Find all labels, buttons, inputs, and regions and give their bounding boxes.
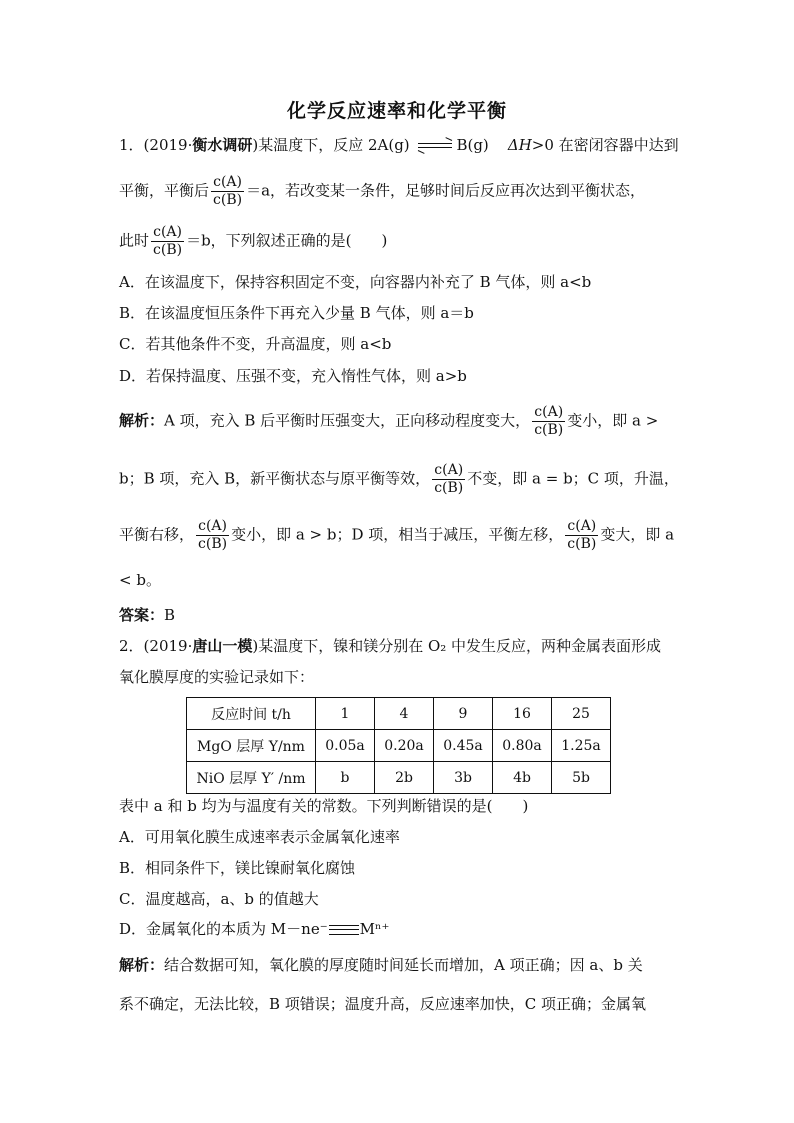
fraction-denominator: c(B) [213,192,243,208]
fraction-denominator: c(B) [567,536,597,552]
reaction-equals-icon [329,925,359,935]
equilibrium-arrow-icon [418,141,452,151]
q2-source: 唐山一模 [192,637,253,655]
ratio-fraction [565,518,598,553]
q1-number: 1．(2019· [119,136,193,154]
q1-stem-text: ＝b，下列叙述正确的是( ) [186,231,388,250]
ratio-fraction [151,224,184,259]
analysis-text: 不变，即 a = b；C 项，升温， [467,469,679,488]
q1-delta-h: ΔH [507,136,532,154]
fraction-numerator: c(A) [211,174,244,192]
answer-value: B [164,606,176,624]
oxide-thickness-table [186,697,611,794]
q1-stem-end: >0 在密闭容器中达到 [531,136,679,154]
q2-stem-text: )某温度下，镍和镁分别在 O₂ 中发生反应，两种金属表面形成 [252,637,662,655]
q2-option-c: C．温度越高，a、b 的值越大 [119,890,319,908]
fraction-numerator: c(A) [151,224,184,242]
q2-option-a: A．可用氧化膜生成速率表示金属氧化速率 [119,828,400,846]
table-row [187,730,611,762]
fraction-numerator: c(A) [432,462,465,480]
table-cell: 0.45a [434,730,493,762]
q1-reaction-right: B(g) [456,136,489,154]
q1-stem-text: 平衡，平衡后 [119,181,210,200]
ratio-fraction [196,518,229,553]
analysis-text: b；B 项，充入 B，新平衡状态与原平衡等效， [119,469,431,488]
q1-option-b: B．在该温度恒压条件下再充入少量 B 气体，则 a＝b [119,304,474,322]
q2-stem-line-2: 氧化膜厚度的实验记录如下： [119,668,315,686]
q1-option-c: C．若其他条件不变，升高温度，则 a<b [119,335,392,353]
q2-option-b: B．相同条件下，镁比镍耐氧化腐蚀 [119,859,356,877]
table-cell: 25 [552,698,611,730]
fraction-denominator: c(B) [198,536,228,552]
table-cell: 1.25a [552,730,611,762]
q1-analysis-line-3 [119,518,674,553]
analysis-text: 结合数据可知，氧化膜的厚度随时间延长而增加，A 项正确；因 a、b 关 [164,956,643,974]
q1-analysis-line-1 [119,404,658,439]
table-cell: 2b [375,762,434,794]
q1-option-a: A．在该温度下，保持容积固定不变，向容器内补充了 B 气体，则 a<b [119,273,592,291]
answer-label: 答案： [119,606,165,624]
fraction-numerator: c(A) [532,404,565,422]
table-cell: MgO 层厚 Y/nm [187,730,316,762]
q1-reaction-left: )某温度下，反应 2A(g) [252,136,410,154]
table-row [187,698,611,730]
ratio-fraction [532,404,565,439]
ratio-fraction [211,174,244,209]
fraction-numerator: c(A) [196,518,229,536]
analysis-label: 解析： [119,411,165,430]
q2-option-d-product: Mⁿ⁺ [359,920,390,938]
q2-note: 表中 a 和 b 均为与温度有关的常数。下列判断错误的是( ) [119,797,529,815]
table-cell: 3b [434,762,493,794]
q2-option-d-text: D．金属氧化的本质为 M－ne⁻ [119,920,328,938]
fraction-denominator: c(B) [534,422,564,438]
q1-analysis-line-4: < b。 [119,571,161,589]
fraction-denominator: c(B) [153,242,183,258]
q1-stem-line-1 [119,135,679,155]
table-cell: 16 [493,698,552,730]
q2-option-d [119,919,389,939]
table-cell: 5b [552,762,611,794]
q1-stem-text: 此时 [119,231,150,250]
fraction-numerator: c(A) [565,518,598,536]
table-row [187,762,611,794]
analysis-text: A 项，充入 B 后平衡时压强变大，正向移动程度变大， [164,411,531,430]
q2-number: 2．(2019· [119,637,193,655]
fraction-denominator: c(B) [434,480,464,496]
q1-stem-text: ＝a，若改变某一条件，足够时间后反应再次达到平衡状态， [246,181,646,200]
table-cell: 0.20a [375,730,434,762]
analysis-label: 解析： [119,956,165,974]
table-cell: 9 [434,698,493,730]
analysis-text: 平衡右移， [119,525,195,544]
table-cell: NiO 层厚 Y′ /nm [187,762,316,794]
table-cell: b [316,762,375,794]
table-cell: 4 [375,698,434,730]
table-cell: 0.80a [493,730,552,762]
q1-answer [119,605,175,625]
table-cell: 反应时间 t/h [187,698,316,730]
analysis-text: 变小，即 a > b；D 项，相当于减压，平衡左移， [231,525,564,544]
q1-analysis-line-2 [119,462,679,497]
ratio-fraction [432,462,465,497]
page-title: 化学反应速率和化学平衡 [286,100,507,122]
q1-stem-line-2 [119,174,645,209]
table-cell: 4b [493,762,552,794]
table-cell: 0.05a [316,730,375,762]
q2-analysis-line-2: 系不确定，无法比较，B 项错误；温度升高，反应速率加快，C 项正确；金属氧 [119,995,647,1013]
q2-stem-line-1 [119,636,661,656]
q1-stem-line-3 [119,224,387,259]
analysis-text: 变大，即 a [600,525,675,544]
q1-option-d: D．若保持温度、压强不变，充入惰性气体，则 a>b [119,367,467,385]
analysis-text: 变小，即 a > [567,411,659,430]
q2-analysis-line-1 [119,955,643,975]
table-cell: 1 [316,698,375,730]
q1-source: 衡水调研 [192,136,253,154]
